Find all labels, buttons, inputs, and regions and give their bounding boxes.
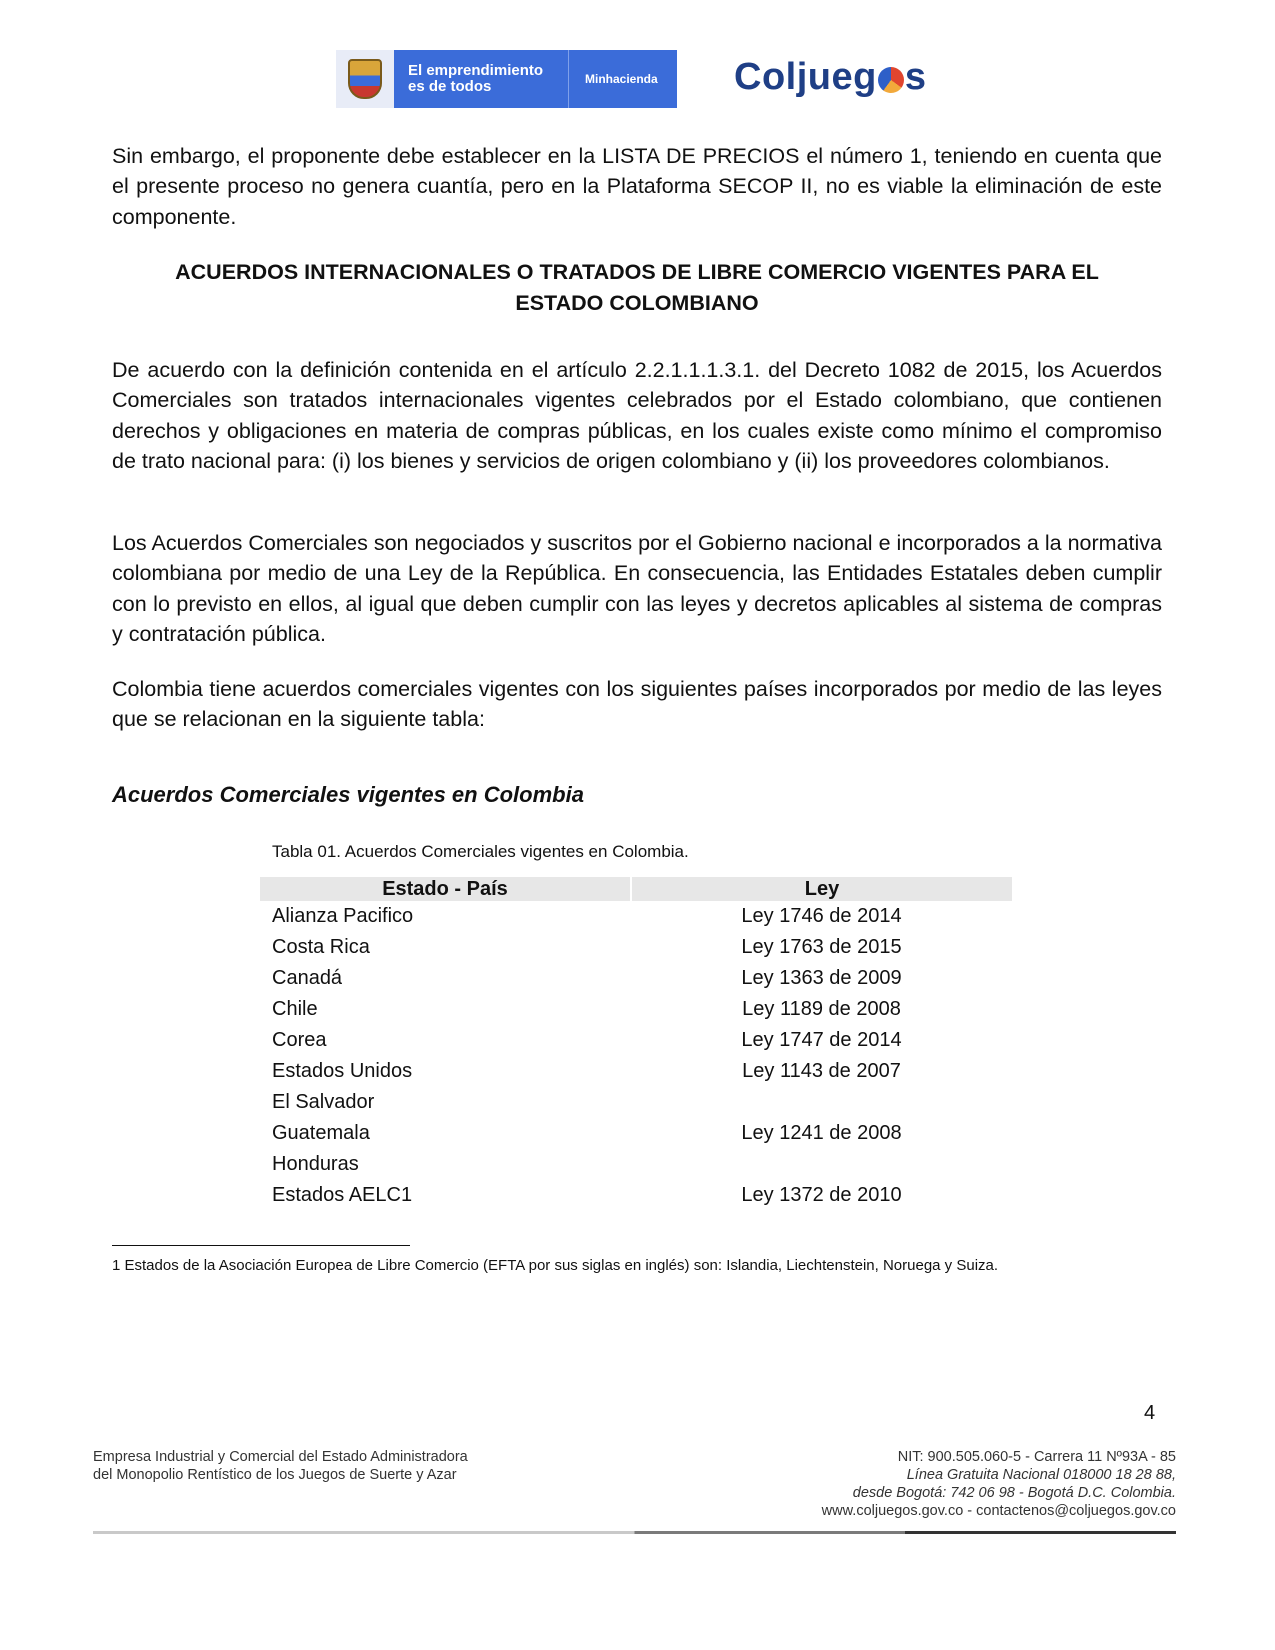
paragraph-lista-precios: Sin embargo, el proponente debe establecer en la LISTA DE PRECIOS el número 1, teniendo en cuenta que el presente proceso no genera cuantía, pero en la Plataforma SECOP II, no es viable la eliminación de este componente. [112,144,1162,229]
government-logo [336,50,677,108]
brand-text-part2: s [904,56,927,98]
cell-pais: Costa Rica [272,936,370,958]
cell-pais: El Salvador [272,1091,375,1113]
cell-pais: Chile [272,998,318,1020]
cell-ley [631,1149,1012,1180]
cell-pais: Canadá [272,967,343,989]
footer-bar [93,1531,1176,1534]
brand-text-part1: Coljueg [734,56,877,98]
ministry-name: Minhacienda [585,72,658,86]
table-caption: Tabla 01. Acuerdos Comerciales vigentes en Colombia. [272,842,689,861]
cell-pais: Estados AELC1 [272,1184,413,1206]
footnote-separator [112,1245,410,1246]
cell-pais: Estados Unidos [272,1060,413,1082]
cell-pais: Guatemala [272,1122,370,1144]
table-row [260,901,1012,932]
page-header [0,48,1275,110]
government-slogan-line1: El emprendimiento [408,62,544,79]
footer-contact [822,1448,1176,1520]
section-heading-line1: ACUERDOS INTERNACIONALES O TRATADOS DE LIBRE COMERCIO VIGENTES PARA EL [175,260,1099,284]
cell-ley: Ley 1189 de 2008 [742,998,901,1020]
section-heading [112,257,1162,318]
table-row [260,1118,1012,1149]
table-row [260,932,1012,963]
footer-nit: NIT: 900.505.060-5 - Carrera 11 Nº93A - 85 [897,1449,1176,1465]
subheading-acuerdos: Acuerdos Comerciales vigentes en Colombia [112,782,584,807]
government-slogan [394,63,568,95]
paragraph-definicion: De acuerdo con la definición contenida en el artículo 2.2.1.1.1.3.1. del Decreto 1082 de 2015, los Acuerdos Comerciales son tratados internacionales vigentes celebrados por el Estado colombiano, que contienen derechos y obligaciones en materia de compras públicas, en los cuales existe como mínimo el compromiso de trato nacional para: (i) los bienes y servicios de origen colombiano y (ii) los proveedores colombianos. [112,358,1162,473]
table-row [260,1180,1012,1211]
table-row [260,1149,1012,1180]
cell-ley: Ley 1747 de 2014 [741,1029,902,1051]
table-row [260,1056,1012,1087]
cell-ley: Ley 1363 de 2009 [741,967,902,989]
footer-phone-bogota: desde Bogotá: 742 06 98 - Bogotá D.C. Colombia. [852,1485,1176,1501]
column-header-pais: Estado - País [260,877,631,901]
agreements-table [260,877,1012,1211]
page-number: 4 [1144,1402,1156,1424]
brand-o-icon [878,67,904,93]
cell-pais: Corea [272,1029,327,1051]
section-heading-line2: ESTADO COLOMBIANO [515,290,759,315]
table-row [260,1087,1012,1118]
government-slogan-line2: es de todos [408,78,492,95]
footer-company-line2: del Monopolio Rentístico de los Juegos de Suerte y Azar [93,1467,457,1483]
coljuegos-logo [734,56,926,99]
table-header-row [260,877,1012,901]
footer-phone-national: Línea Gratuita Nacional 018000 18 28 88, [906,1467,1176,1483]
cell-pais: Honduras [272,1153,359,1175]
cell-ley: Ley 1763 de 2015 [741,936,902,958]
cell-ley: Ley 1746 de 2014 [741,905,902,927]
footer-company [93,1448,468,1484]
cell-ley [631,1087,1012,1118]
cell-pais: Alianza Pacifico [272,905,414,927]
footer-web-email: www.coljuegos.gov.co - contactenos@coljuegos.gov.co [821,1503,1176,1519]
coat-of-arms-icon [336,50,394,108]
table-row [260,994,1012,1025]
footer-company-line1: Empresa Industrial y Comercial del Estado Administradora [93,1449,468,1465]
cell-ley: Ley 1372 de 2010 [741,1184,902,1206]
table-row [260,1025,1012,1056]
cell-ley: Ley 1143 de 2007 [742,1060,901,1082]
paragraph-acuerdos: Los Acuerdos Comerciales son negociados y suscritos por el Gobierno nacional e incorporados a la normativa colombiana por medio de una Ley de la República. En consecuencia, las Entidades Estatales deben cumplir con lo previsto en ellos, al igual que deben cumplir con las leyes y decretos aplicables al sistema de compras y contratación pública. [112,531,1162,646]
paragraph-colombia: Colombia tiene acuerdos comerciales vigentes con los siguientes países incorporados por medio de las leyes que se relacionan en la siguiente tabla: [112,677,1162,732]
table-row [260,963,1012,994]
cell-ley: Ley 1241 de 2008 [741,1122,902,1144]
footnote: 1 Estados de la Asociación Europea de Libre Comercio (EFTA por sus siglas en inglés) son: Islandia, Liechtenstein, Noruega y Suiza. [112,1257,999,1274]
column-header-ley: Ley [631,877,1012,901]
